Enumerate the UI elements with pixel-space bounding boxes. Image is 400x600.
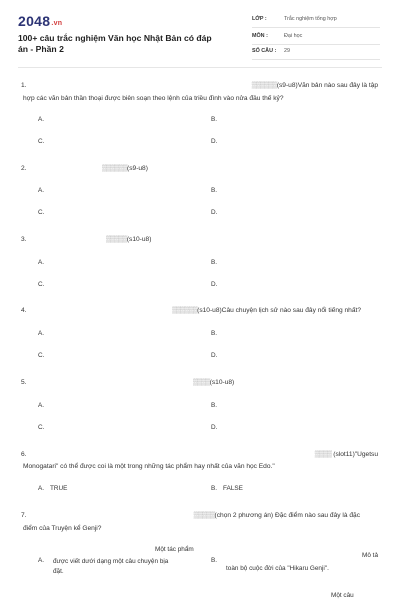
page-header (0, 0, 400, 66)
site-logo[interactable]: 2048.vn (18, 13, 63, 29)
option-a[interactable]: Một tác phẩm A. được viết dưới dạng một câu chuyện bịa đặt. (38, 546, 194, 575)
meta-subject: MÔN : Đại học (252, 30, 380, 45)
question-6: 6. ▒▒▒▒ (slot11)"Ugetsu Monogatari" có thể được coi là một trong những tác phẩm hay nhất của văn học Edo." A. TRUE B. FALSE (21, 451, 378, 492)
option-c-fragment[interactable]: Một câu (331, 592, 354, 599)
question-3: 3. ▒▒▒▒▒(s10-u8) A. B. C. D. (21, 236, 218, 288)
meta-class: LỚP : Trắc nghiệm tổng hợp (252, 13, 380, 28)
question-4: 4. ▒▒▒▒▒▒(s10-u8)Câu chuyện lịch sử nào sau đây nổi tiếng nhất? A. B. C. D. (21, 307, 361, 359)
question-7: 7. ▒▒▒▒▒(chọn 2 phương án) Đặc điểm nào sau đây là đặc điểm của Truyện kể Genji? Một tác phẩm A. được viết dưới dạng một câu chuyện bịa đặt. Mô tả B. toàn bộ cuộc đời của "Hikaru Genji". Một câu (18, 512, 382, 600)
option-b[interactable]: Mô tả B. toàn bộ cuộc đời của "Hikaru Genji". (211, 552, 378, 572)
header-divider (18, 67, 382, 68)
meta-count: SỐ CÂU : 29 (252, 45, 380, 60)
question-5: 5. ▒▒▒▒(s10-u8) A. B. C. D. (21, 379, 235, 431)
page-title: 100+ câu trắc nghiệm Văn học Nhật Bản có đáp án - Phần 2 (18, 33, 212, 54)
question-2: 2. ▒▒▒▒▒▒(s9-u8) A. B. C. D. (21, 165, 218, 216)
question-1: 1. ▒▒▒▒▒▒(s9-u8)Văn bản nào sau đây là tập hợp các văn bản thần thoại được biên soạn theo lệnh của triều đình vào nửa đầu thế kỷ? A. B. C. D. (21, 82, 378, 145)
